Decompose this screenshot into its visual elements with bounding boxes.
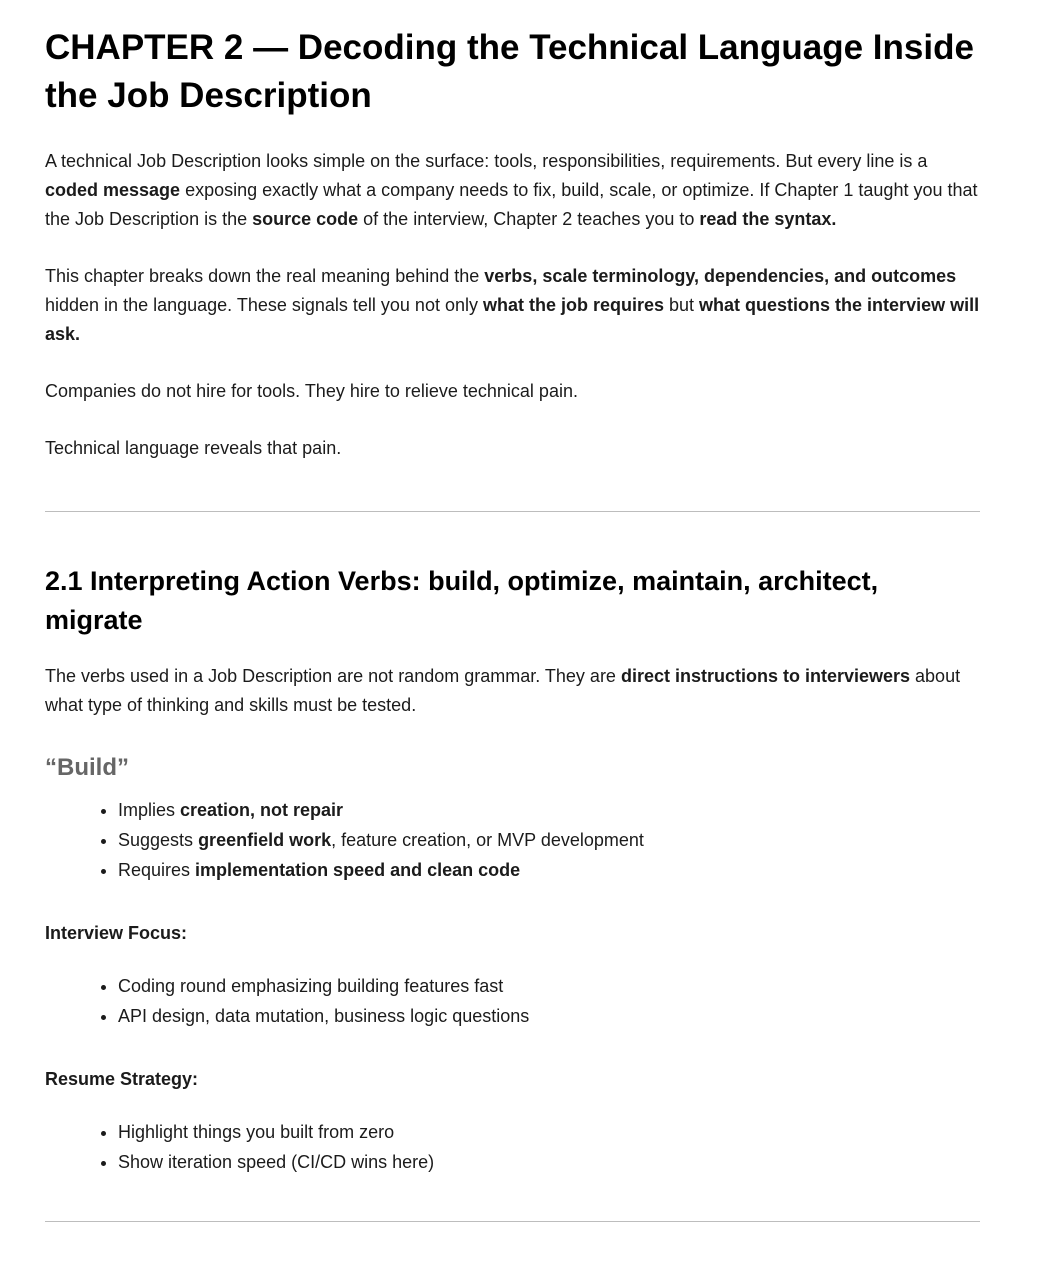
list-item: • Suggests greenfield work, feature creation, or MVP development [118,826,980,855]
resume-strategy-label: Resume Strategy: [45,1068,199,1089]
interview-focus-label: Interview Focus: [45,922,188,943]
list-item: • Requires implementation speed and clean code [118,856,980,885]
list-item: • API design, data mutation, business logic questions [118,1002,980,1031]
chapter-title: CHAPTER 2 — Decoding the Technical Language Inside the Job Description [45,28,974,115]
build-subheading: “Build” [45,754,129,782]
list-item: • Implies creation, not repair [118,796,980,825]
interview-focus-bullet-list [45,972,980,1031]
build-bullet-list [45,796,980,885]
intro-paragraph-1: A technical Job Description looks simple on the surface: tools, responsibilities, requirements. But every line is a coded message exposing exactly what a company needs to fix, build, scale, or optimize. If Chapter 1 taught you that the Job Description is the source code of the interview, Chapter 2 teaches you to read the syntax. [45,151,978,230]
section-divider-top [45,511,980,512]
intro-paragraph-2: This chapter breaks down the real meaning behind the verbs, scale terminology, dependencies, and outcomes hidden in the language. These signals tell you not only what the job requires but what questions the interview will ask. [45,266,980,345]
intro-paragraph-4: Technical language reveals that pain. [45,438,342,459]
list-item: • Coding round emphasizing building features fast [118,972,980,1001]
list-item: • Show iteration speed (CI/CD wins here) [118,1148,980,1177]
intro-paragraph-3: Companies do not hire for tools. They hire to relieve technical pain. [45,381,578,402]
section-heading-2-1: 2.1 Interpreting Action Verbs: build, optimize, maintain, architect, migrate [45,566,879,636]
section-divider-bottom [45,1221,980,1222]
section-intro-paragraph: The verbs used in a Job Description are not random grammar. They are direct instructions to interviewers about what type of thinking and skills must be tested. [45,666,961,716]
list-item: • Highlight things you built from zero [118,1118,980,1147]
resume-strategy-bullet-list [45,1118,980,1177]
